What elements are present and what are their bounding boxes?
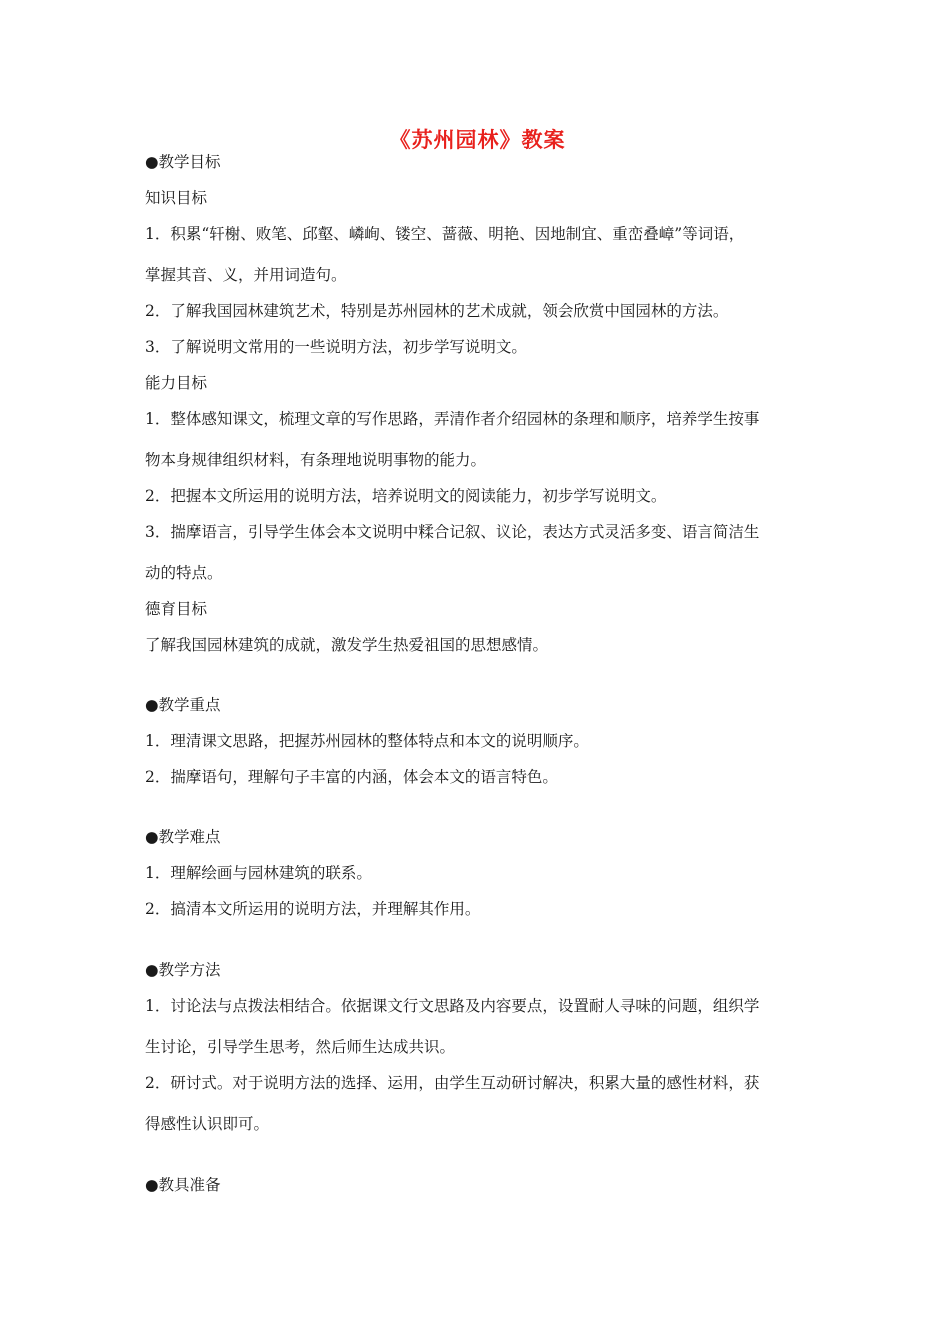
moral-goals-text: 了解我国园林建筑的成就，激发学生热爱祖国的思想感情。 — [145, 636, 549, 654]
document-title: 《苏州园林》教案 — [389, 127, 566, 152]
ability-item-1b: 物本身规律组织材料，有条理地说明事物的能力。 — [145, 451, 487, 469]
moral-goals-label: 德育目标 — [145, 600, 208, 618]
method-item-1a: 1．讨论法与点拨法相结合。依据课文行文思路及内容要点，设置耐人寻味的问题，组织学 — [145, 997, 760, 1015]
section-heading-key-points: ●教学重点 — [145, 696, 221, 714]
section-heading-difficulties: ●教学难点 — [145, 828, 221, 846]
section-heading-teaching-aids: ●教具准备 — [145, 1176, 221, 1194]
method-item-2a: 2．研讨式。对于说明方法的选择、运用，由学生互动研讨解决，积累大量的感性材料，获 — [145, 1074, 760, 1092]
method-item-2b: 得感性认识即可。 — [145, 1115, 270, 1133]
key-point-2: 2．揣摩语句，理解句子丰富的内涵，体会本文的语言特色。 — [145, 768, 558, 786]
knowledge-item-1b: 掌握其音、义，并用词造句。 — [145, 266, 347, 284]
knowledge-item-3: 3．了解说明文常用的一些说明方法，初步学写说明文。 — [145, 338, 527, 356]
ability-item-1a: 1．整体感知课文，梳理文章的写作思路，弄清作者介绍园林的条理和顺序，培养学生按事 — [145, 410, 760, 428]
difficulty-1: 1．理解绘画与园林建筑的联系。 — [145, 864, 372, 882]
ability-item-3b: 动的特点。 — [145, 564, 223, 582]
difficulty-2: 2．搞清本文所运用的说明方法，并理解其作用。 — [145, 900, 481, 918]
knowledge-item-2: 2．了解我国园林建筑艺术，特别是苏州园林的艺术成就，领会欣赏中国园林的方法。 — [145, 302, 729, 320]
section-heading-methods: ●教学方法 — [145, 961, 221, 979]
ability-goals-label: 能力目标 — [145, 374, 208, 392]
method-item-1b: 生讨论，引导学生思考，然后师生达成共识。 — [145, 1038, 456, 1056]
key-point-1: 1．理清课文思路，把握苏州园林的整体特点和本文的说明顺序。 — [145, 732, 589, 750]
knowledge-item-1a: 1．积累“轩榭、败笔、邱壑、嶙峋、镂空、蔷薇、明艳、因地制宜、重峦叠嶂”等词语， — [145, 225, 745, 243]
ability-item-3a: 3．揣摩语言，引导学生体会本文说明中糅合记叙、议论，表达方式灵活多变、语言简洁生 — [145, 523, 760, 541]
knowledge-goals-label: 知识目标 — [145, 189, 208, 207]
ability-item-2: 2．把握本文所运用的说明方法，培养说明文的阅读能力，初步学写说明文。 — [145, 487, 667, 505]
section-heading-teaching-goals: ●教学目标 — [145, 153, 221, 171]
